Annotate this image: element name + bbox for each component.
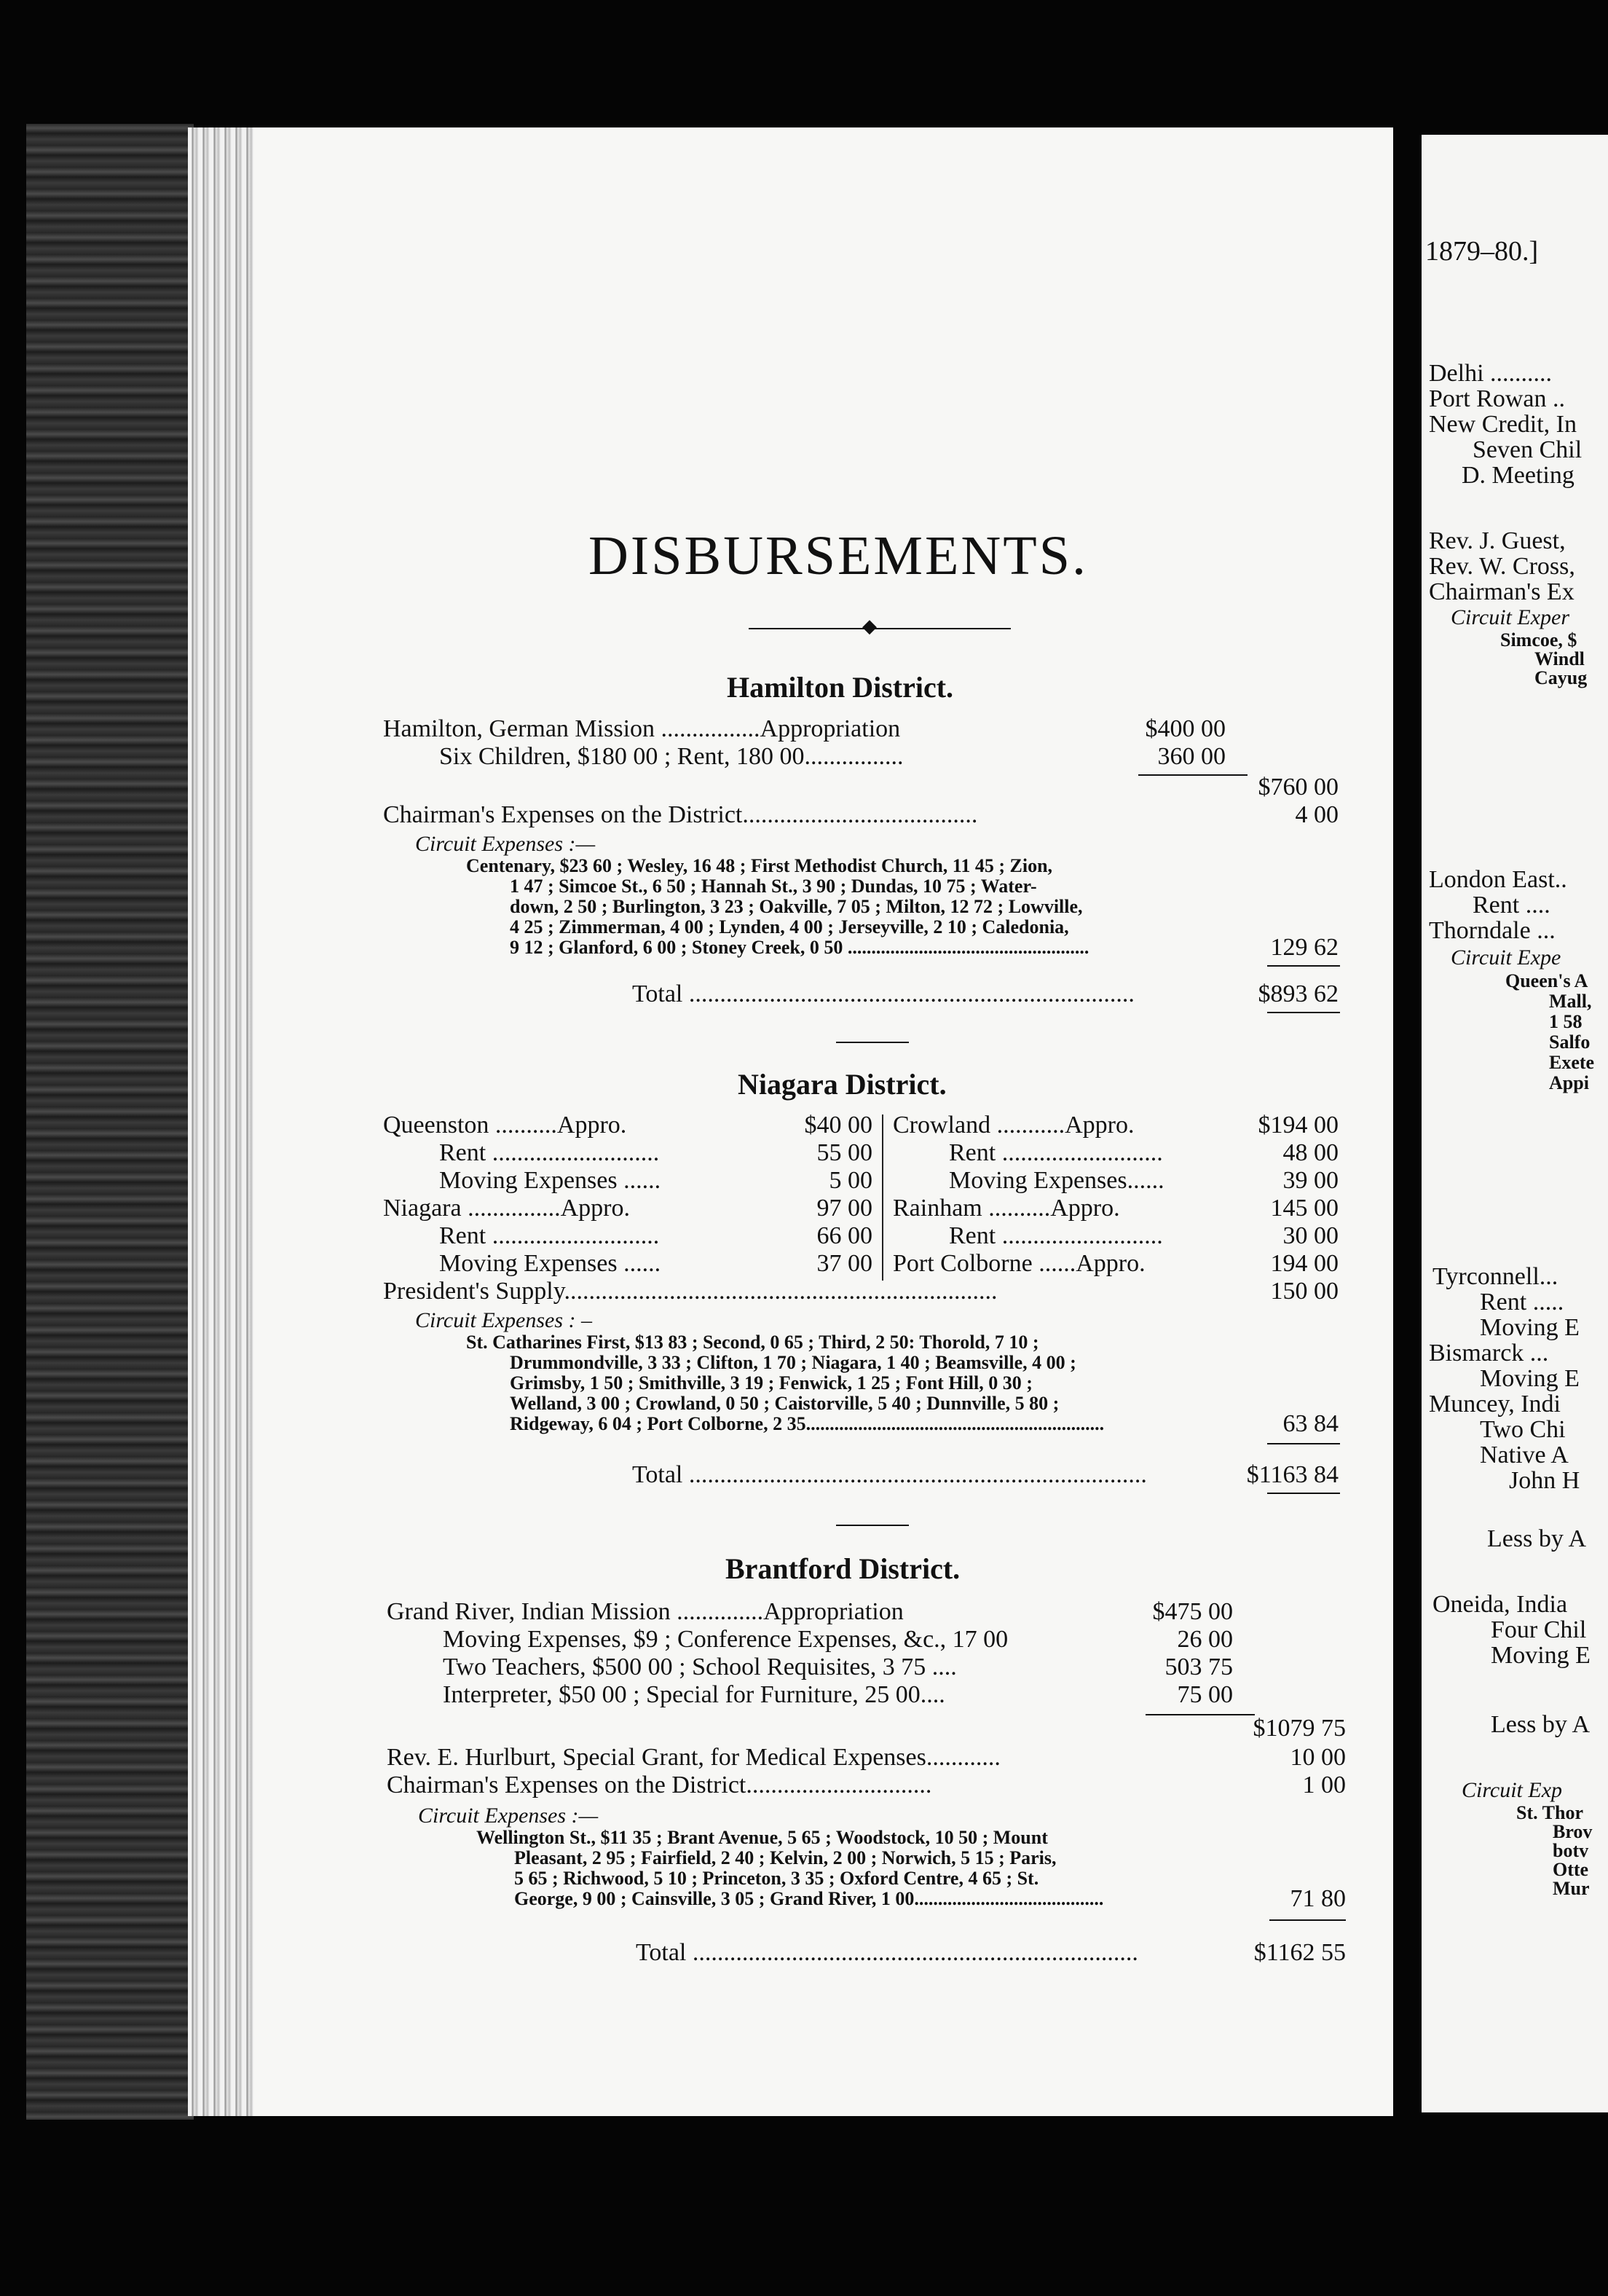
hamilton-circuit-line: 1 47 ; Simcoe St., 6 50 ; Hannah St., 3 90 ; Dundas, 10 75 ; Water- — [510, 876, 1037, 897]
niagara-president-amt: 150 00 — [1270, 1278, 1339, 1305]
rule — [1267, 1443, 1340, 1444]
right-line: Rent ..... — [1480, 1289, 1564, 1316]
left-page — [253, 127, 1393, 2116]
niagara-left-label: Moving Expenses ...... — [439, 1167, 661, 1194]
niagara-president: President's Supply...................................................................... — [383, 1278, 998, 1305]
brantford-total: $1162 55 — [1253, 1939, 1346, 1966]
hamilton-heading: Hamilton District. — [727, 671, 954, 704]
brantford-subtotal: $1079 75 — [1253, 1715, 1346, 1742]
niagara-right-label: Rent .......................... — [949, 1222, 1163, 1249]
right-line: Appi — [1549, 1072, 1589, 1093]
hamilton-line2-amt: 360 00 — [1157, 743, 1226, 770]
brantford-heading: Brantford District. — [725, 1552, 961, 1585]
right-line: Bismarck ... — [1429, 1340, 1549, 1367]
right-line: Four Chil — [1491, 1616, 1587, 1643]
column-divider — [882, 1114, 883, 1281]
niagara-left-amt: 97 00 — [816, 1195, 872, 1222]
hamilton-circuit-amt: 129 62 — [1270, 934, 1339, 961]
brantford-chairman-amt: 1 00 — [1302, 1772, 1346, 1798]
ornament-rule — [749, 628, 1011, 629]
right-line: Delhi .......... — [1429, 360, 1553, 387]
niagara-right-amt: 48 00 — [1282, 1139, 1339, 1166]
hamilton-chairman-amt: 4 00 — [1295, 801, 1339, 828]
right-line: John H — [1509, 1467, 1580, 1494]
right-line: Seven Chil — [1473, 436, 1583, 463]
brantford-circuit-line: Pleasant, 2 95 ; Fairfield, 2 40 ; Kelvin, 2 00 ; Norwich, 5 15 ; Paris, — [514, 1847, 1057, 1868]
right-line: Circuit Exp — [1462, 1778, 1563, 1802]
brantford-circuit-line: George, 9 00 ; Cainsville, 3 05 ; Grand River, 1 00........................................ — [514, 1888, 1104, 1909]
brantford-hurlburt-amt: 10 00 — [1290, 1744, 1346, 1771]
hamilton-line1: Hamilton, German Mission ................Appropriation — [383, 715, 901, 742]
niagara-left-amt: 55 00 — [816, 1139, 872, 1166]
brantford-line2-amt: 26 00 — [1177, 1626, 1233, 1653]
niagara-right-amt: 30 00 — [1282, 1222, 1339, 1249]
right-line: Chairman's Ex — [1429, 578, 1574, 605]
niagara-left-label: Queenston ..........Appro. — [383, 1112, 627, 1139]
right-line: Oneida, India — [1432, 1591, 1568, 1618]
book-binding — [26, 124, 194, 2120]
right-line: Moving E — [1491, 1642, 1591, 1669]
niagara-circuit-line: Welland, 3 00 ; Crowland, 0 50 ; Caistorville, 5 40 ; Dunnville, 5 80 ; — [510, 1393, 1060, 1414]
brantford-circuit-amt: 71 80 — [1290, 1885, 1346, 1912]
right-line: Cayug — [1534, 667, 1588, 688]
right-line: Otte — [1553, 1859, 1589, 1880]
niagara-right-amt: 194 00 — [1270, 1250, 1339, 1277]
right-line: botv — [1553, 1840, 1589, 1861]
niagara-right-amt: $194 00 — [1258, 1112, 1339, 1139]
brantford-line3: Two Teachers, $500 00 ; School Requisites, 3 75 .... — [443, 1654, 957, 1680]
niagara-right-label: Crowland ...........Appro. — [893, 1112, 1135, 1139]
right-line: Queen's A — [1505, 970, 1588, 991]
hamilton-line1-amt: $400 00 — [1145, 715, 1226, 742]
right-line: Two Chi — [1480, 1416, 1566, 1443]
right-line: St. Thor — [1516, 1802, 1583, 1823]
brantford-circuit-line: Wellington St., $11 35 ; Brant Avenue, 5 65 ; Woodstock, 10 50 ; Mount — [476, 1827, 1048, 1848]
hamilton-line2: Six Children, $180 00 ; Rent, 180 00................ — [439, 743, 904, 770]
right-page — [1422, 135, 1608, 2112]
hamilton-circuit-line: 9 12 ; Glanford, 6 00 ; Stoney Creek, 0 50 ................................................... — [510, 937, 1089, 958]
right-line: Rev. J. Guest, — [1429, 527, 1566, 554]
right-line: Mur — [1553, 1878, 1590, 1899]
rule — [1267, 1493, 1340, 1494]
hamilton-circuit-line: 4 25 ; Zimmerman, 4 00 ; Lynden, 4 00 ; Jerseyville, 2 10 ; Caledonia, — [510, 916, 1069, 937]
right-line: Circuit Expe — [1451, 945, 1561, 970]
right-line: Muncey, Indi — [1429, 1391, 1561, 1418]
year-header: 1879–80.] — [1425, 236, 1539, 267]
niagara-left-label: Niagara ...............Appro. — [383, 1195, 630, 1222]
rule — [1267, 1012, 1340, 1013]
right-line: Less by A — [1487, 1525, 1586, 1552]
right-line: Port Rowan .. — [1429, 385, 1565, 412]
niagara-left-amt: 66 00 — [816, 1222, 872, 1249]
niagara-circuit-label: Circuit Expenses : – — [415, 1308, 593, 1332]
right-line: Moving E — [1480, 1365, 1580, 1392]
hamilton-circuit-label: Circuit Expenses :— — [415, 832, 596, 856]
right-line: Moving E — [1480, 1314, 1580, 1341]
rule — [1267, 965, 1340, 967]
right-line: Salfo — [1549, 1031, 1591, 1053]
hamilton-chairman: Chairman's Expenses on the District...................................... — [383, 801, 978, 828]
right-line: Rev. W. Cross, — [1429, 553, 1575, 580]
rule — [836, 1042, 909, 1043]
right-line: Windl — [1534, 648, 1585, 669]
niagara-right-label: Port Colborne ......Appro. — [893, 1250, 1146, 1277]
right-line: Simcoe, $ — [1500, 629, 1577, 650]
niagara-left-label: Moving Expenses ...... — [439, 1250, 661, 1277]
niagara-total: $1163 84 — [1246, 1461, 1339, 1488]
niagara-right-amt: 145 00 — [1270, 1195, 1339, 1222]
rule — [836, 1525, 909, 1526]
niagara-circuit-line: Drummondville, 3 33 ; Clifton, 1 70 ; Niagara, 1 40 ; Beamsville, 4 00 ; — [510, 1352, 1076, 1373]
right-line: New Credit, In — [1429, 411, 1577, 438]
brantford-line4-amt: 75 00 — [1177, 1681, 1233, 1708]
right-line: Brov — [1553, 1821, 1593, 1842]
niagara-right-label: Moving Expenses...... — [949, 1167, 1164, 1194]
hamilton-circuit-line: Centenary, $23 60 ; Wesley, 16 48 ; First Methodist Church, 11 45 ; Zion, — [466, 855, 1053, 876]
right-line: Rent .... — [1473, 892, 1550, 919]
brantford-circuit-line: 5 65 ; Richwood, 5 10 ; Princeton, 3 35 ; Oxford Centre, 4 65 ; St. — [514, 1868, 1039, 1889]
right-line: Less by A — [1491, 1711, 1590, 1738]
right-line: Thorndale ... — [1429, 917, 1556, 944]
brantford-line2: Moving Expenses, $9 ; Conference Expenses, &c., 17 00 — [443, 1626, 1009, 1653]
niagara-left-label: Rent ........................... — [439, 1139, 660, 1166]
brantford-line1: Grand River, Indian Mission ..............Appropriation — [387, 1598, 904, 1625]
niagara-left-label: Rent ........................... — [439, 1222, 660, 1249]
ornament-glyph: ◆ — [862, 616, 877, 637]
niagara-circuit-line: St. Catharines First, $13 83 ; Second, 0 65 ; Third, 2 50: Thorold, 7 10 ; — [466, 1332, 1039, 1353]
brantford-line3-amt: 503 75 — [1164, 1654, 1233, 1680]
niagara-left-amt: $40 00 — [804, 1112, 872, 1139]
niagara-circuit-line: Grimsby, 1 50 ; Smithville, 3 19 ; Fenwick, 1 25 ; Font Hill, 0 30 ; — [510, 1372, 1033, 1393]
niagara-right-amt: 39 00 — [1282, 1167, 1339, 1194]
right-line: London East.. — [1429, 866, 1567, 893]
brantford-total-label: Total ........................................................................ — [636, 1939, 1138, 1966]
niagara-right-label: Rainham ..........Appro. — [893, 1195, 1120, 1222]
niagara-left-amt: 37 00 — [816, 1250, 872, 1277]
brantford-line1-amt: $475 00 — [1152, 1598, 1233, 1625]
right-line: Tyrconnell... — [1432, 1263, 1558, 1290]
niagara-left-amt: 5 00 — [829, 1167, 872, 1194]
niagara-heading: Niagara District. — [738, 1068, 947, 1101]
right-line: Exete — [1549, 1052, 1595, 1073]
niagara-circuit-line: Ridgeway, 6 04 ; Port Colborne, 2 35............................................................... — [510, 1413, 1105, 1434]
brantford-chairman: Chairman's Expenses on the District.............................. — [387, 1772, 932, 1798]
right-line: Mall, — [1549, 991, 1592, 1012]
niagara-circuit-amt: 63 84 — [1282, 1410, 1339, 1437]
right-line: Circuit Exper — [1451, 605, 1570, 629]
page-title: DISBURSEMENTS. — [588, 525, 1088, 586]
hamilton-subtotal: $760 00 — [1258, 774, 1339, 801]
hamilton-total-label: Total ........................................................................ — [632, 980, 1135, 1007]
hamilton-circuit-line: down, 2 50 ; Burlington, 3 23 ; Oakville, 7 05 ; Milton, 12 72 ; Lowville, — [510, 896, 1083, 917]
right-line: D. Meeting — [1462, 462, 1574, 489]
page-edges — [188, 127, 255, 2116]
brantford-hurlburt: Rev. E. Hurlburt, Special Grant, for Medical Expenses............ — [387, 1744, 1001, 1771]
rule — [1269, 1919, 1346, 1921]
brantford-line4: Interpreter, $50 00 ; Special for Furniture, 25 00.... — [443, 1681, 945, 1708]
right-line: 1 58 — [1549, 1011, 1583, 1032]
niagara-right-label: Rent .......................... — [949, 1139, 1163, 1166]
right-line: Native A — [1480, 1442, 1569, 1469]
brantford-circuit-label: Circuit Expenses :— — [418, 1804, 599, 1828]
niagara-total-label: Total .......................................................................... — [632, 1461, 1147, 1488]
hamilton-total: $893 62 — [1258, 980, 1339, 1007]
